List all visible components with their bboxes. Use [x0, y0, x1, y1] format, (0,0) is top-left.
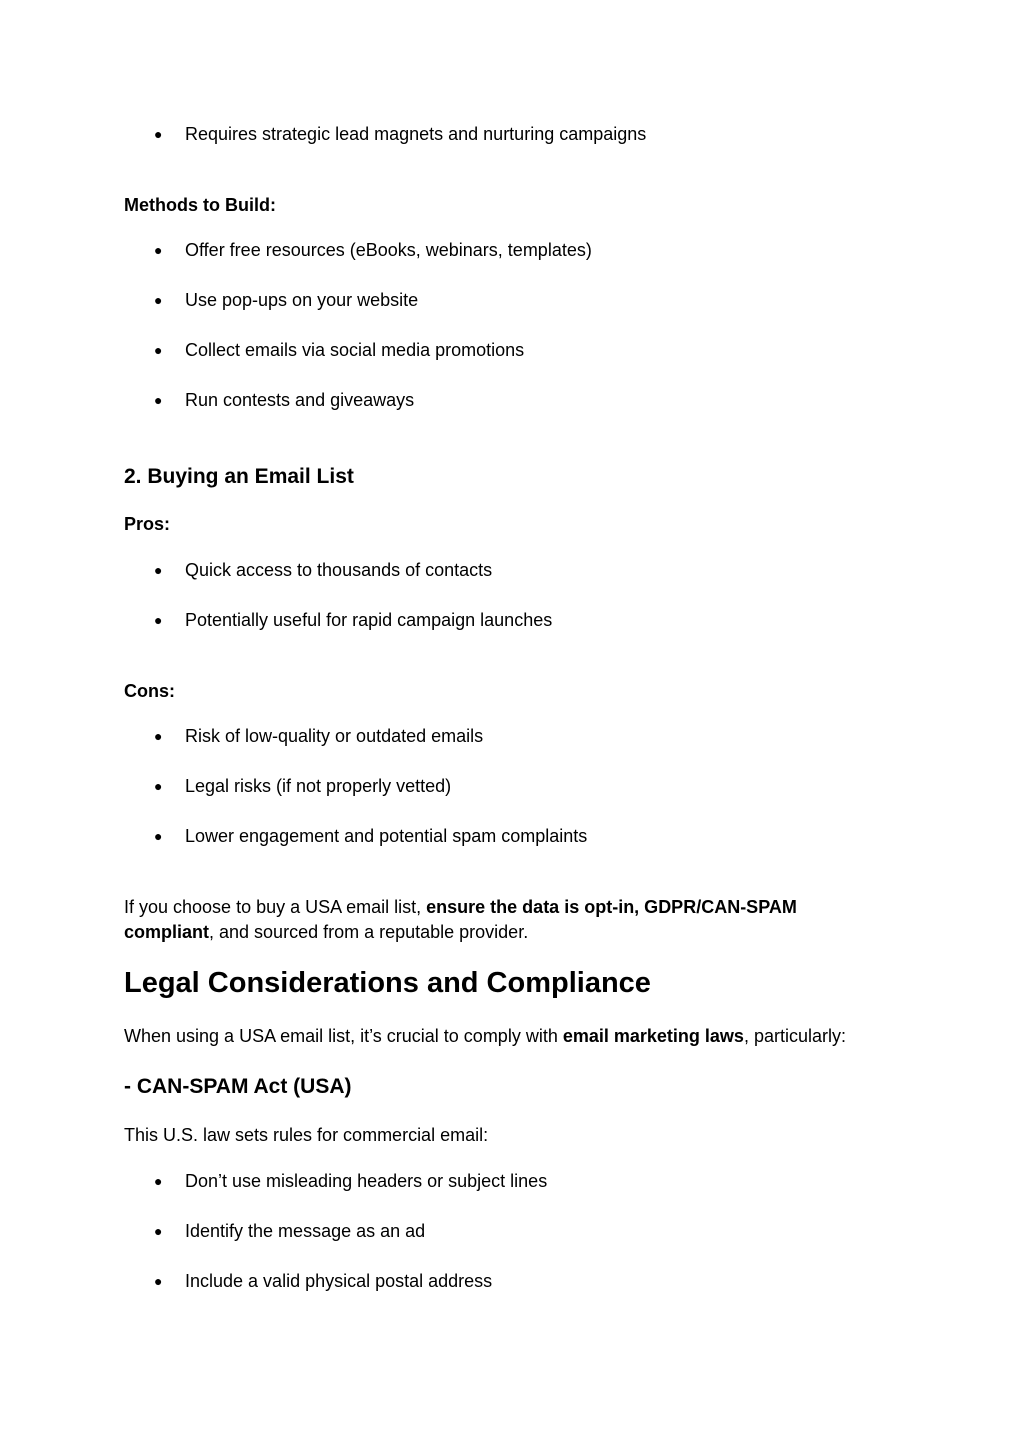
bullet-icon: ●	[154, 242, 163, 258]
cons-label: Cons:	[124, 681, 175, 701]
buy-list-note	[124, 895, 864, 945]
bullet-icon: ●	[154, 1223, 163, 1239]
list-item-text: Legal risks (if not properly vetted)	[185, 776, 452, 796]
pros-label: Pros:	[124, 514, 171, 534]
bullet-icon: ●	[154, 126, 163, 142]
list-item-text: Lower engagement and potential spam complaints	[185, 826, 588, 846]
note-text-bold: ensure the data is opt-in, GDPR/CAN-SPAM compliant	[124, 897, 797, 942]
bullet-icon: ●	[154, 728, 163, 744]
list-item-text: Requires strategic lead magnets and nurturing campaigns	[185, 124, 647, 144]
bullet-icon: ●	[154, 828, 163, 844]
section-heading: 2. Buying an Email List	[124, 465, 354, 488]
legal-intro	[124, 1024, 846, 1049]
bullet-icon: ●	[154, 612, 163, 628]
bullet-icon: ●	[154, 562, 163, 578]
list-item-text: Potentially useful for rapid campaign launches	[185, 610, 553, 630]
list-item-text: Quick access to thousands of contacts	[185, 560, 493, 580]
methods-label: Methods to Build:	[124, 195, 276, 215]
bullet-icon: ●	[154, 1273, 163, 1289]
intro-text-pre: When using a USA email list, it’s crucial to comply with	[124, 1026, 563, 1046]
list-item-text: Use pop-ups on your website	[185, 290, 419, 310]
bullet-icon: ●	[154, 342, 163, 358]
note-text-pre: If you choose to buy a USA email list,	[124, 897, 427, 917]
bullet-icon: ●	[154, 778, 163, 794]
intro-text-post: , particularly:	[743, 1026, 846, 1046]
bullet-icon: ●	[154, 392, 163, 408]
list-item-text: Don’t use misleading headers or subject lines	[185, 1171, 548, 1191]
bullet-icon: ●	[154, 292, 163, 308]
list-item-text: Include a valid physical postal address	[185, 1271, 493, 1291]
list-item-text: Run contests and giveaways	[185, 390, 415, 410]
note-text-post: , and sourced from a reputable provider.	[209, 922, 529, 942]
canspam-heading: - CAN-SPAM Act (USA)	[124, 1075, 352, 1098]
legal-heading: Legal Considerations and Compliance	[124, 967, 651, 999]
list-item-text: Collect emails via social media promotions	[185, 340, 525, 360]
bullet-icon: ●	[154, 1173, 163, 1189]
canspam-intro: This U.S. law sets rules for commercial email:	[124, 1125, 489, 1145]
list-item-text: Identify the message as an ad	[185, 1221, 426, 1241]
list-item-text: Risk of low-quality or outdated emails	[185, 726, 484, 746]
list-item-text: Offer free resources (eBooks, webinars, templates)	[185, 240, 592, 260]
intro-text-bold: email marketing laws	[562, 1026, 744, 1046]
